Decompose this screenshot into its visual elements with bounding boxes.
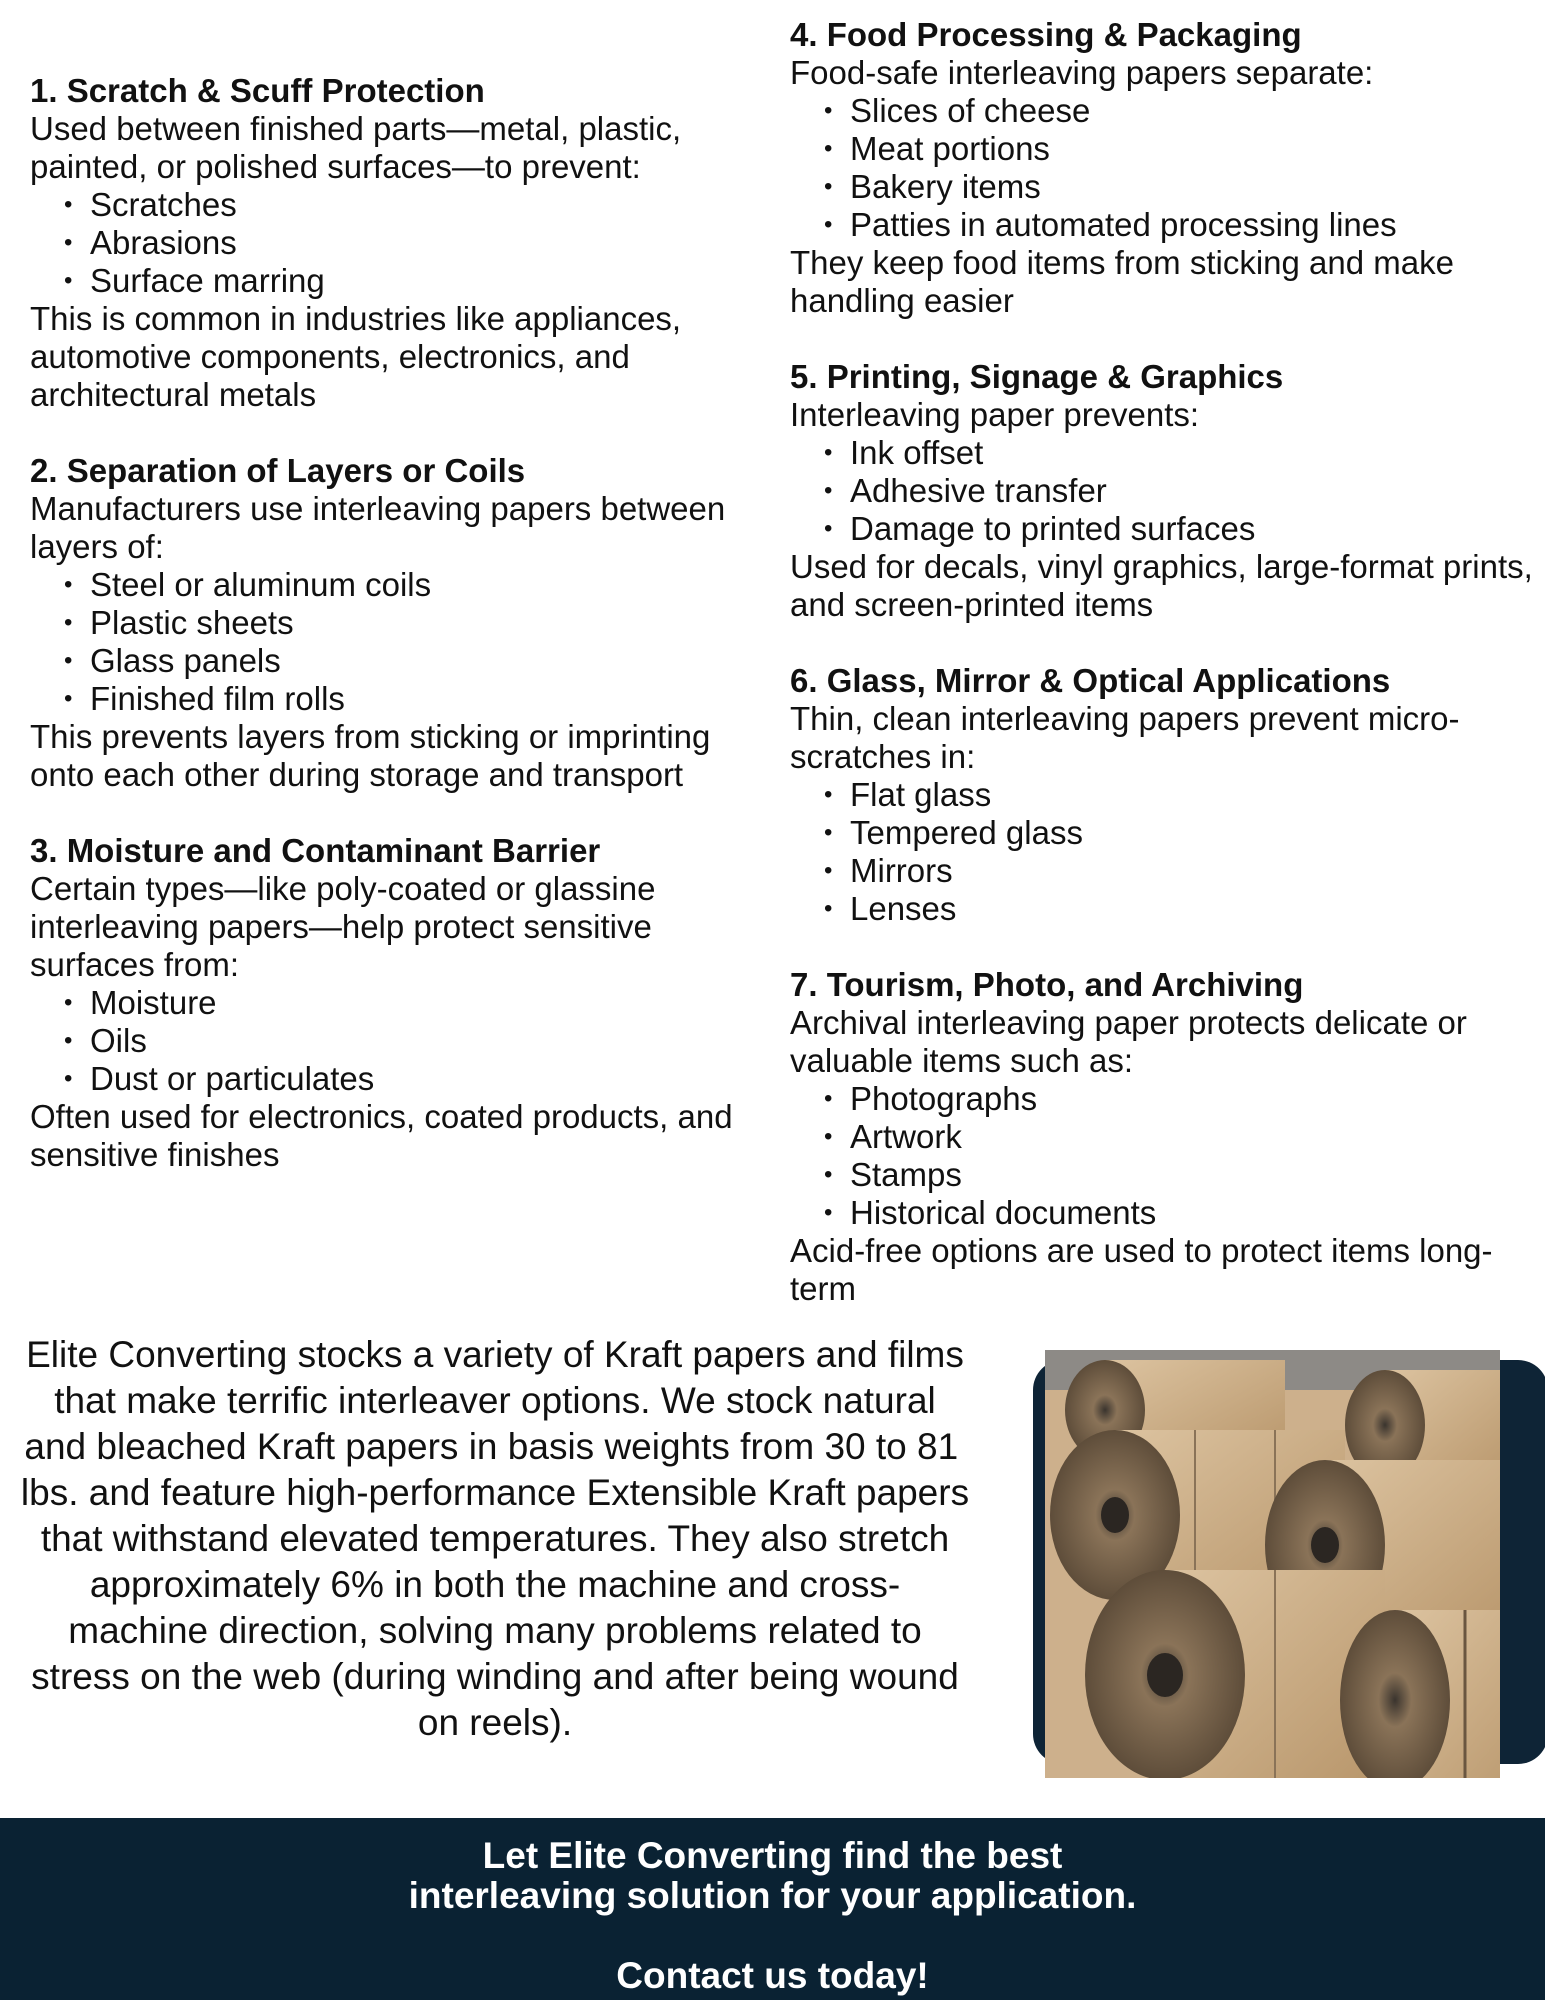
- section-intro: Used between finished parts—metal, plastic, painted, or polished surfaces—to prevent:: [30, 110, 682, 185]
- list-item: • Stamps: [850, 1156, 1535, 1194]
- section-moisture-barrier: [30, 832, 775, 1174]
- cta-banner: [0, 1818, 1545, 2000]
- list-item: • Plastic sheets: [90, 604, 775, 642]
- list-item: • Photographs: [850, 1080, 1535, 1118]
- bullet-list: [790, 1080, 1535, 1232]
- section-intro: Interleaving paper prevents:: [790, 396, 1200, 433]
- roll-front-right: [1340, 1610, 1500, 1778]
- section-outro: They keep food items from sticking and make handling easier: [790, 244, 1454, 319]
- list-item: • Historical documents: [850, 1194, 1535, 1232]
- section-layer-separation: [30, 452, 775, 794]
- list-item: • Abrasions: [90, 224, 775, 262]
- section-outro: Acid-free options are used to protect items long-term: [790, 1232, 1493, 1307]
- section-printing-signage: [790, 358, 1535, 624]
- bullet-list: [30, 566, 775, 718]
- list-item: • Moisture: [90, 984, 775, 1022]
- bullet-list: [790, 92, 1535, 244]
- list-item: • Bakery items: [850, 168, 1535, 206]
- section-title: 4. Food Processing & Packaging: [790, 16, 1302, 53]
- cta-line: interleaving solution for your application.: [408, 1875, 1137, 1916]
- list-item: • Tempered glass: [850, 814, 1535, 852]
- kraft-rolls-illustration: [1045, 1350, 1500, 1778]
- section-archiving: [790, 966, 1535, 1308]
- section-intro: Manufacturers use interleaving papers between layers of:: [30, 490, 726, 565]
- list-item: • Damage to printed surfaces: [850, 510, 1535, 548]
- list-item: • Oils: [90, 1022, 775, 1060]
- list-item: • Surface marring: [90, 262, 775, 300]
- list-item: • Flat glass: [850, 776, 1535, 814]
- section-intro: Food-safe interleaving papers separate:: [790, 54, 1374, 91]
- list-item: • Dust or particulates: [90, 1060, 775, 1098]
- section-title: 2. Separation of Layers or Coils: [30, 452, 526, 489]
- promo-paragraph: Elite Converting stocks a variety of Kraft papers and films that make terrific interleaver options. We stock natural and bleached Kraft papers in basis weights from 30 to 81 lbs. and feature high-performance Extensible Kraft papers that withstand elevated temperatures. They also stretch approximately 6% in both the machine and cross-machine direction, solving many problems related to stress on the web (during winding and after being wound on reels).: [20, 1334, 970, 1743]
- list-item: • Slices of cheese: [850, 92, 1535, 130]
- list-item: • Steel or aluminum coils: [90, 566, 775, 604]
- section-title: 1. Scratch & Scuff Protection: [30, 72, 485, 109]
- list-item: • Lenses: [850, 890, 1535, 928]
- section-title: 3. Moisture and Contaminant Barrier: [30, 832, 601, 869]
- section-outro: This prevents layers from sticking or imprinting onto each other during storage and transport: [30, 718, 711, 793]
- bullet-list: [30, 984, 775, 1098]
- list-item: • Artwork: [850, 1118, 1535, 1156]
- section-glass-optical: [790, 662, 1535, 928]
- list-item: • Ink offset: [850, 434, 1535, 472]
- kraft-rolls-photo: [1045, 1350, 1500, 1778]
- section-outro: Used for decals, vinyl graphics, large-format prints, and screen-printed items: [790, 548, 1533, 623]
- contact-us-link[interactable]: Contact us today!: [616, 1955, 929, 1996]
- list-item: • Adhesive transfer: [850, 472, 1535, 510]
- section-title: 5. Printing, Signage & Graphics: [790, 358, 1284, 395]
- right-column: [790, 16, 1535, 1346]
- list-item: • Meat portions: [850, 130, 1535, 168]
- section-intro: Certain types—like poly-coated or glassine interleaving papers—help protect sensitive surfaces from:: [30, 870, 656, 983]
- section-food-processing: [790, 16, 1535, 320]
- list-item: • Patties in automated processing lines: [850, 206, 1535, 244]
- list-item: • Mirrors: [850, 852, 1535, 890]
- section-intro: Archival interleaving paper protects delicate or valuable items such as:: [790, 1004, 1467, 1079]
- list-item: • Scratches: [90, 186, 775, 224]
- roll-front-left: [1085, 1570, 1385, 1778]
- bullet-list: [30, 186, 775, 300]
- section-title: 7. Tourism, Photo, and Archiving: [790, 966, 1304, 1003]
- left-column: [30, 72, 775, 1212]
- section-title: 6. Glass, Mirror & Optical Applications: [790, 662, 1391, 699]
- list-item: • Finished film rolls: [90, 680, 775, 718]
- bullet-list: [790, 776, 1535, 928]
- section-outro: Often used for electronics, coated products, and sensitive finishes: [30, 1098, 733, 1173]
- section-outro: This is common in industries like appliances, automotive components, electronics, and architectural metals: [30, 300, 682, 413]
- bullet-list: [790, 434, 1535, 548]
- cta-line: Let Elite Converting find the best: [482, 1835, 1063, 1876]
- section-intro: Thin, clean interleaving papers prevent micro-scratches in:: [790, 700, 1460, 775]
- section-scratch-protection: [30, 72, 775, 414]
- list-item: • Glass panels: [90, 642, 775, 680]
